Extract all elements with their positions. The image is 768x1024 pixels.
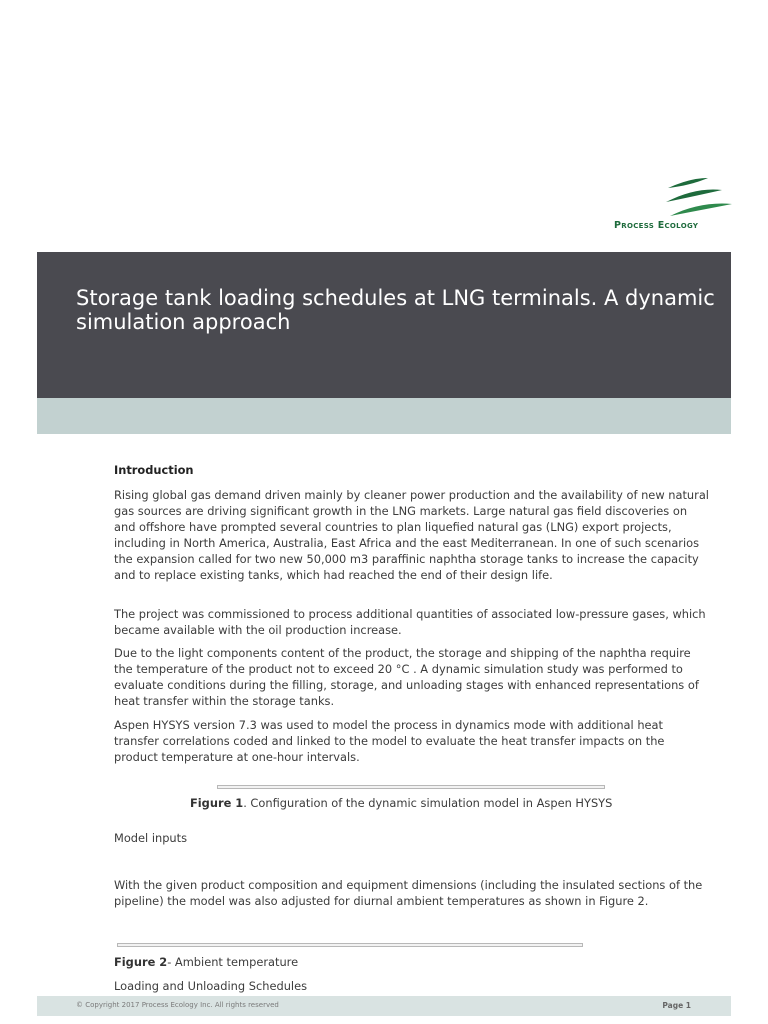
figure-2-text: - Ambient temperature <box>167 955 299 969</box>
paragraph-model-inputs: With the given product composition and equipment dimensions (including the insulated sections of the pipeline) the model was also adjusted for diurnal ambient temperatures as shown in Figure 2. <box>114 878 703 908</box>
accent-band <box>37 398 731 434</box>
figure-1-label: Figure 1 <box>190 796 244 810</box>
swoosh-logo-icon <box>664 176 734 220</box>
paragraph-project: The project was commissioned to process additional quantities of associated low-pressure gases, which became available with the oil production increase. <box>114 607 706 637</box>
document-title: Storage tank loading schedules at LNG terminals. A dynamic simulation approach <box>76 286 715 334</box>
loading-schedules-heading: Loading and Unloading Schedules <box>114 979 308 993</box>
logo-word-process: Process <box>614 220 655 231</box>
logo-wordmark <box>614 220 698 231</box>
logo-word-ecology: Ecology <box>657 220 699 231</box>
figure-2-image-placeholder <box>117 943 583 947</box>
paragraph-hysys: Aspen HYSYS version 7.3 was used to model the process in dynamics mode with additional heat transfer correlations coded and linked to the model to evaluate the heat transfer impacts on the product temperature at one-hour intervals. <box>114 718 665 764</box>
figure-2-caption <box>114 955 298 969</box>
figure-1-caption <box>190 796 612 810</box>
company-logo <box>612 176 734 234</box>
introduction-heading: Introduction <box>114 463 194 477</box>
figure-2-label: Figure 2 <box>114 955 168 969</box>
title-banner <box>37 252 731 398</box>
model-inputs-heading: Model inputs <box>114 831 188 845</box>
paragraph-intro: Rising global gas demand driven mainly by cleaner power production and the availability of new natural gas sources are driving significant growth in the LNG markets. Large natural gas field discoveries on and offshore have prompted several countries to plan liquefied natural gas (LNG) export projects, including in North America, Australia, East Africa and the east Mediterranean. In one of such scenarios the expansion called for two new 50,000 m3 paraffinic naphtha storage tanks to increase the capacity and to replace existing tanks, which had reached the end of their design life. <box>114 488 709 582</box>
footer-page-number: Page 1 <box>662 1001 691 1010</box>
figure-1-text: . Configuration of the dynamic simulation model in Aspen HYSYS <box>243 796 613 810</box>
paragraph-temperature: Due to the light components content of the product, the storage and shipping of the naphtha require the temperature of the product not to exceed 20 °C . A dynamic simulation study was performed to evaluate conditions during the filling, storage, and unloading stages with enhanced representations of heat transfer within the storage tanks. <box>114 646 699 708</box>
page-footer <box>37 996 731 1016</box>
footer-copyright: © Copyright 2017 Process Ecology Inc. All rights reserved <box>76 1001 279 1009</box>
figure-1-image-placeholder <box>217 785 605 789</box>
